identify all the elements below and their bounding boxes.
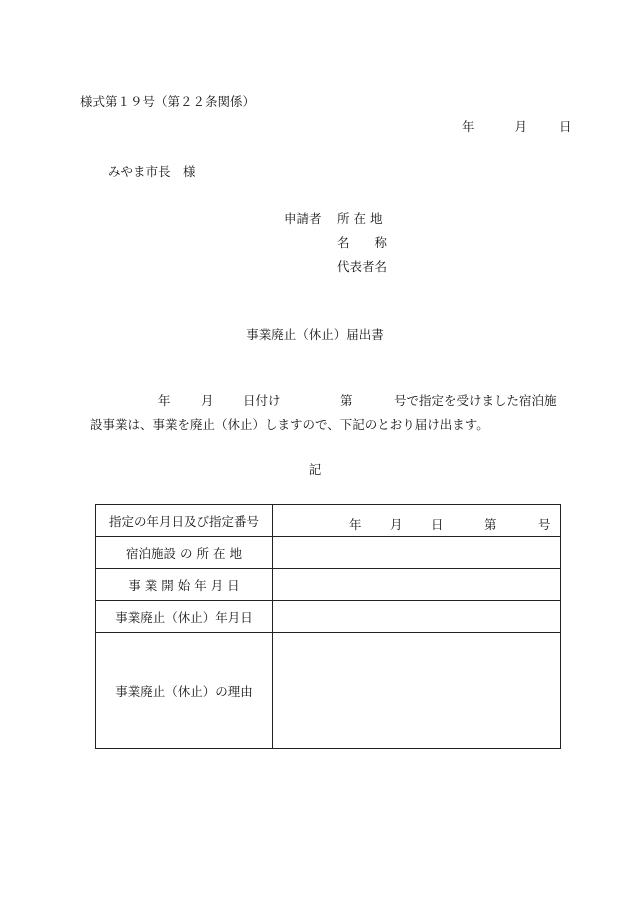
form-number: 様式第１９号（第２２条関係） <box>80 94 256 109</box>
designation-day: 日 <box>431 517 444 532</box>
table-row <box>96 569 561 601</box>
business-start-value-cell[interactable] <box>273 569 561 601</box>
table-row <box>96 633 561 749</box>
row-label-facility-address: 宿泊施設 の 所 在 地 <box>96 537 273 569</box>
ki-heading: 記 <box>308 462 322 477</box>
record-table <box>95 504 561 749</box>
abolition-reason-value-cell[interactable] <box>273 633 561 749</box>
date-month: 月 <box>514 119 528 134</box>
addressee: みやま市長 様 <box>108 164 196 179</box>
row-label-business-start: 事 業 開 始 年 月 日 <box>96 569 273 601</box>
body-dai: 第 <box>340 393 353 408</box>
designation-value-cell[interactable] <box>273 505 561 537</box>
body-year: 年 <box>158 393 171 408</box>
table-row <box>96 505 561 537</box>
body-rest: 号で指定を受けました宿泊施 <box>394 393 557 408</box>
designation-dai: 第 <box>484 517 497 532</box>
applicant-representative-label: 代表者名 <box>337 259 388 274</box>
table-row <box>96 601 561 633</box>
table-row <box>96 537 561 569</box>
document-title: 事業廃止（休止）届出書 <box>246 327 384 342</box>
designation-year: 年 <box>349 517 362 532</box>
body-month: 月 <box>201 393 214 408</box>
date-year: 年 <box>462 119 475 134</box>
row-label-abolition-reason: 事業廃止（休止）の理由 <box>96 633 273 749</box>
abolition-date-value-cell[interactable] <box>273 601 561 633</box>
body-day-given: 日付け <box>243 393 281 408</box>
facility-address-value-cell[interactable] <box>273 537 561 569</box>
applicant-address-label: 所 在 地 <box>337 211 383 226</box>
designation-month: 月 <box>390 517 403 532</box>
row-label-designation: 指定の年月日及び指定番号 <box>96 505 273 537</box>
submission-date <box>462 121 572 134</box>
designation-go: 号 <box>538 517 551 532</box>
body-line-2: 設事業は、事業を廃止（休止）しますので、下記のとおり届け出ます。 <box>90 417 489 432</box>
date-day: 日 <box>559 119 572 134</box>
applicant-label: 申請者 <box>284 211 322 226</box>
applicant-name-label: 名 称 <box>337 235 388 250</box>
row-label-abolition-date: 事業廃止（休止）年月日 <box>96 601 273 633</box>
